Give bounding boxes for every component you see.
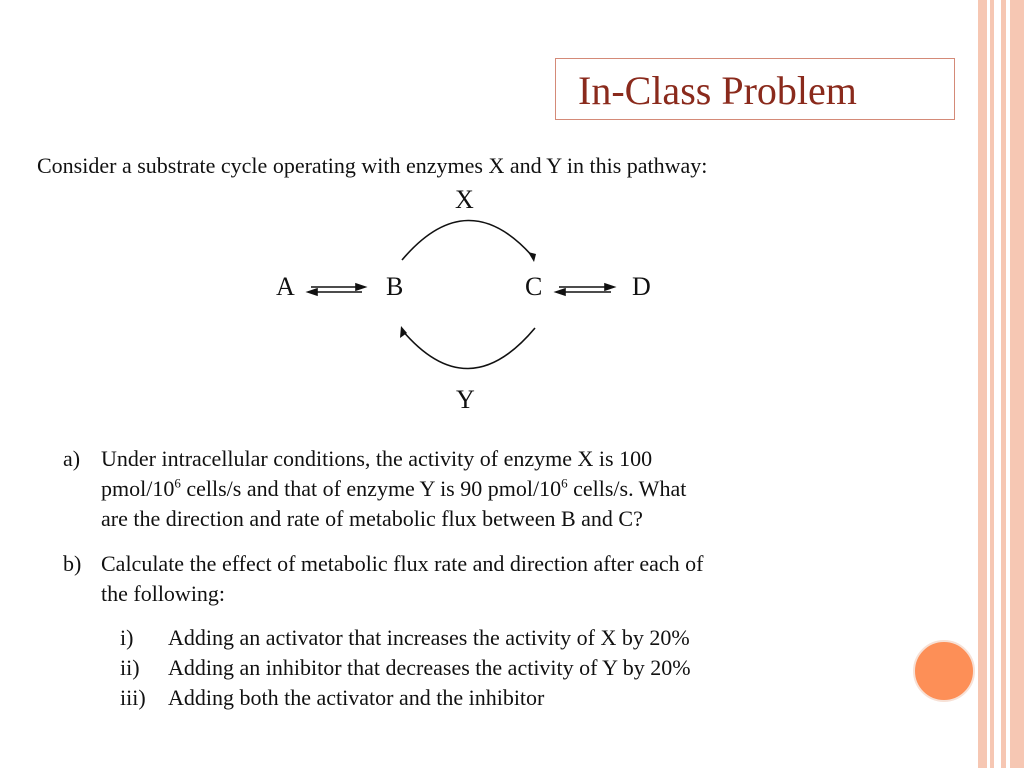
slide-title: In-Class Problem xyxy=(578,68,857,113)
question-b xyxy=(63,549,943,611)
question-a-marker: a) xyxy=(63,446,81,471)
sub-item-marker: i) xyxy=(120,625,134,650)
sub-item-text: Adding both the activator and the inhibitor xyxy=(168,685,545,710)
question-a-line3: are the direction and rate of metabolic flux between B and C? xyxy=(101,506,643,531)
decorative-stripe xyxy=(990,0,994,768)
enzyme-y-label: Y xyxy=(456,385,475,414)
enzyme-x-arrowhead xyxy=(528,252,536,262)
sub-item-text: Adding an inhibitor that decreases the activity of Y by 20% xyxy=(168,655,691,680)
title-box xyxy=(555,58,955,120)
decorative-circle xyxy=(913,640,975,702)
line2-mid: cells/s and that of enzyme Y is 90 pmol/10 xyxy=(180,476,562,501)
sub-item-marker: iii) xyxy=(120,685,146,710)
node-c-label: C xyxy=(525,272,543,301)
superscript-exponent: 6 xyxy=(561,475,568,491)
reversible-arrow-a-b xyxy=(308,284,365,295)
decorative-stripe xyxy=(1001,0,1006,768)
enzyme-y-arc xyxy=(402,328,535,369)
reversible-arrow-c-d xyxy=(556,284,614,295)
superscript-exponent: 6 xyxy=(174,475,181,491)
node-d-label: D xyxy=(632,272,651,301)
line2-post: cells/s. What xyxy=(567,476,687,501)
question-a xyxy=(63,444,943,536)
node-a-label: A xyxy=(276,272,295,301)
question-b-line1: Calculate the effect of metabolic flux rate and direction after each of xyxy=(101,551,704,576)
node-b-label: B xyxy=(386,272,404,301)
question-b-marker: b) xyxy=(63,551,82,576)
decorative-stripe xyxy=(978,0,987,768)
enzyme-x-label: X xyxy=(455,185,474,214)
line2-pre: pmol/10 xyxy=(101,476,175,501)
question-a-line2 xyxy=(101,474,921,504)
question-a-text xyxy=(101,444,921,534)
enzyme-x-arc xyxy=(402,220,534,260)
sub-item-text: Adding an activator that increases the activity of X by 20% xyxy=(168,625,690,650)
question-b-line2: the following: xyxy=(101,581,226,606)
intro-text: Consider a substrate cycle operating with enzymes X and Y in this pathway: xyxy=(37,153,708,178)
question-b-text xyxy=(101,549,921,609)
question-a-line1: Under intracellular conditions, the activity of enzyme X is 100 xyxy=(101,446,653,471)
sub-item-marker: ii) xyxy=(120,655,140,680)
enzyme-y-arrowhead xyxy=(400,326,407,338)
decorative-stripe xyxy=(1010,0,1024,768)
